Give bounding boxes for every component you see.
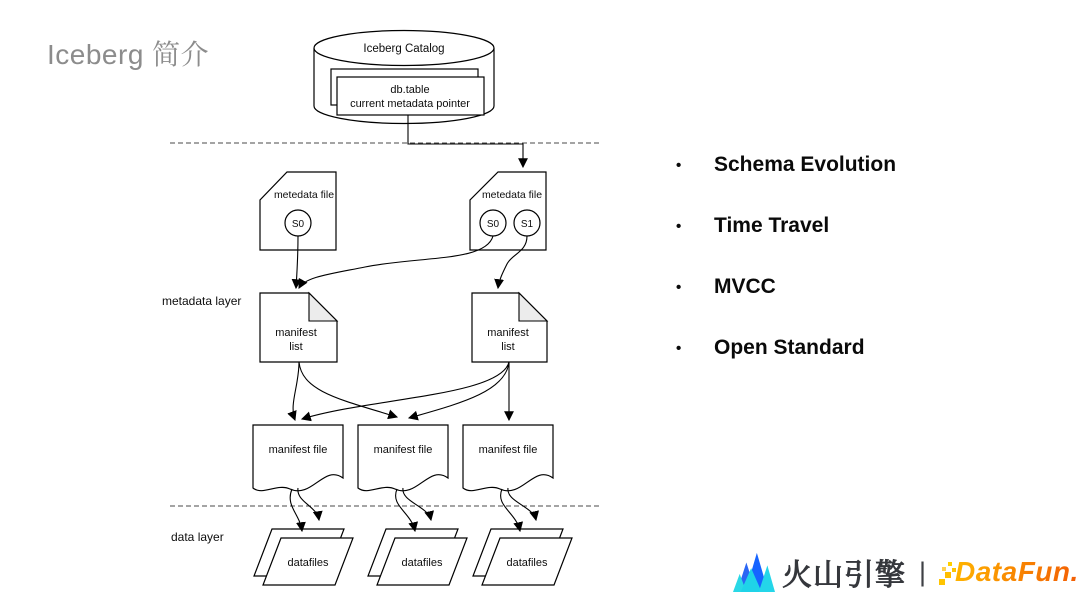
- feature-list: [676, 152, 896, 396]
- manifest-file-3-label: manifest file: [478, 444, 538, 456]
- datafiles-1-label: datafiles: [287, 557, 329, 569]
- metadata-file-right: [470, 172, 546, 250]
- datafiles-stack-1: [254, 529, 353, 585]
- datafiles-stack-3: [473, 529, 572, 585]
- datafun-wordmark: DataFun.: [955, 556, 1079, 587]
- catalog-label: Iceberg Catalog: [363, 43, 445, 55]
- data-layer-label: data layer: [171, 530, 224, 544]
- datafun-pixels-icon: [937, 556, 954, 588]
- pointer-description: current metadata pointer: [350, 98, 470, 110]
- footer-logos: [733, 547, 1079, 597]
- feature-label: MVCC: [714, 275, 776, 298]
- manifest-files: [253, 425, 553, 491]
- bullet-dot: •: [676, 217, 682, 235]
- feature-label: Open Standard: [714, 336, 865, 359]
- feature-label: Time Travel: [714, 214, 830, 237]
- feature-item-open-standard: [676, 335, 896, 361]
- bullet-dot: •: [676, 278, 682, 296]
- metadata-layer-label: metadata layer: [162, 294, 242, 308]
- metadata-file-right-label: metedata file: [481, 189, 543, 201]
- arrow-file1-to-data-a: [290, 489, 302, 531]
- manifest-list-right-label1: manifest: [487, 327, 529, 339]
- manifest-list-left-label2: list: [289, 341, 303, 353]
- manifest-list-right-label2: list: [501, 341, 515, 353]
- datafiles-3-label: datafiles: [506, 557, 548, 569]
- iceberg-catalog: [314, 31, 494, 124]
- snapshot-s1-right-label: S1: [520, 219, 534, 230]
- volcengine-mountain-icon: [733, 549, 775, 595]
- feature-item-mvcc: [676, 274, 896, 300]
- manifest-list-left: [260, 293, 337, 362]
- manifest-file-2-label: manifest file: [373, 444, 433, 456]
- datafun-logo: [937, 556, 1079, 588]
- feature-item-time-travel: [676, 213, 896, 239]
- feature-item-schema-evolution: [676, 152, 896, 178]
- folded-corner: [309, 293, 337, 321]
- page-title: Iceberg 简介: [47, 39, 210, 70]
- snapshot-s0-right-label: S0: [486, 219, 500, 230]
- manifest-list-right: [472, 293, 547, 362]
- datafiles-stack-2: [368, 529, 467, 585]
- datafiles-2-label: datafiles: [401, 557, 443, 569]
- iceberg-architecture-diagram: [150, 20, 620, 600]
- manifest-file-1-label: manifest file: [268, 444, 328, 456]
- arrow-listright-to-file2: [409, 362, 509, 418]
- bullet-dot: •: [676, 156, 682, 174]
- folded-corner: [519, 293, 547, 321]
- feature-label: Schema Evolution: [714, 153, 897, 176]
- logo-separator: |: [919, 556, 927, 587]
- arrow-file1-to-data-b: [298, 488, 319, 520]
- volcengine-wordmark: 火山引擎: [782, 559, 906, 592]
- bullet-dot: •: [676, 339, 682, 357]
- manifest-list-left-label1: manifest: [275, 327, 317, 339]
- snapshot-s0-left-label: S0: [291, 219, 305, 230]
- pointer-table-name: db.table: [390, 84, 430, 96]
- arrow-listleft-to-file1: [293, 362, 299, 420]
- arrow-listright-to-file1: [302, 362, 509, 419]
- metadata-file-left-label: metedata file: [273, 189, 335, 201]
